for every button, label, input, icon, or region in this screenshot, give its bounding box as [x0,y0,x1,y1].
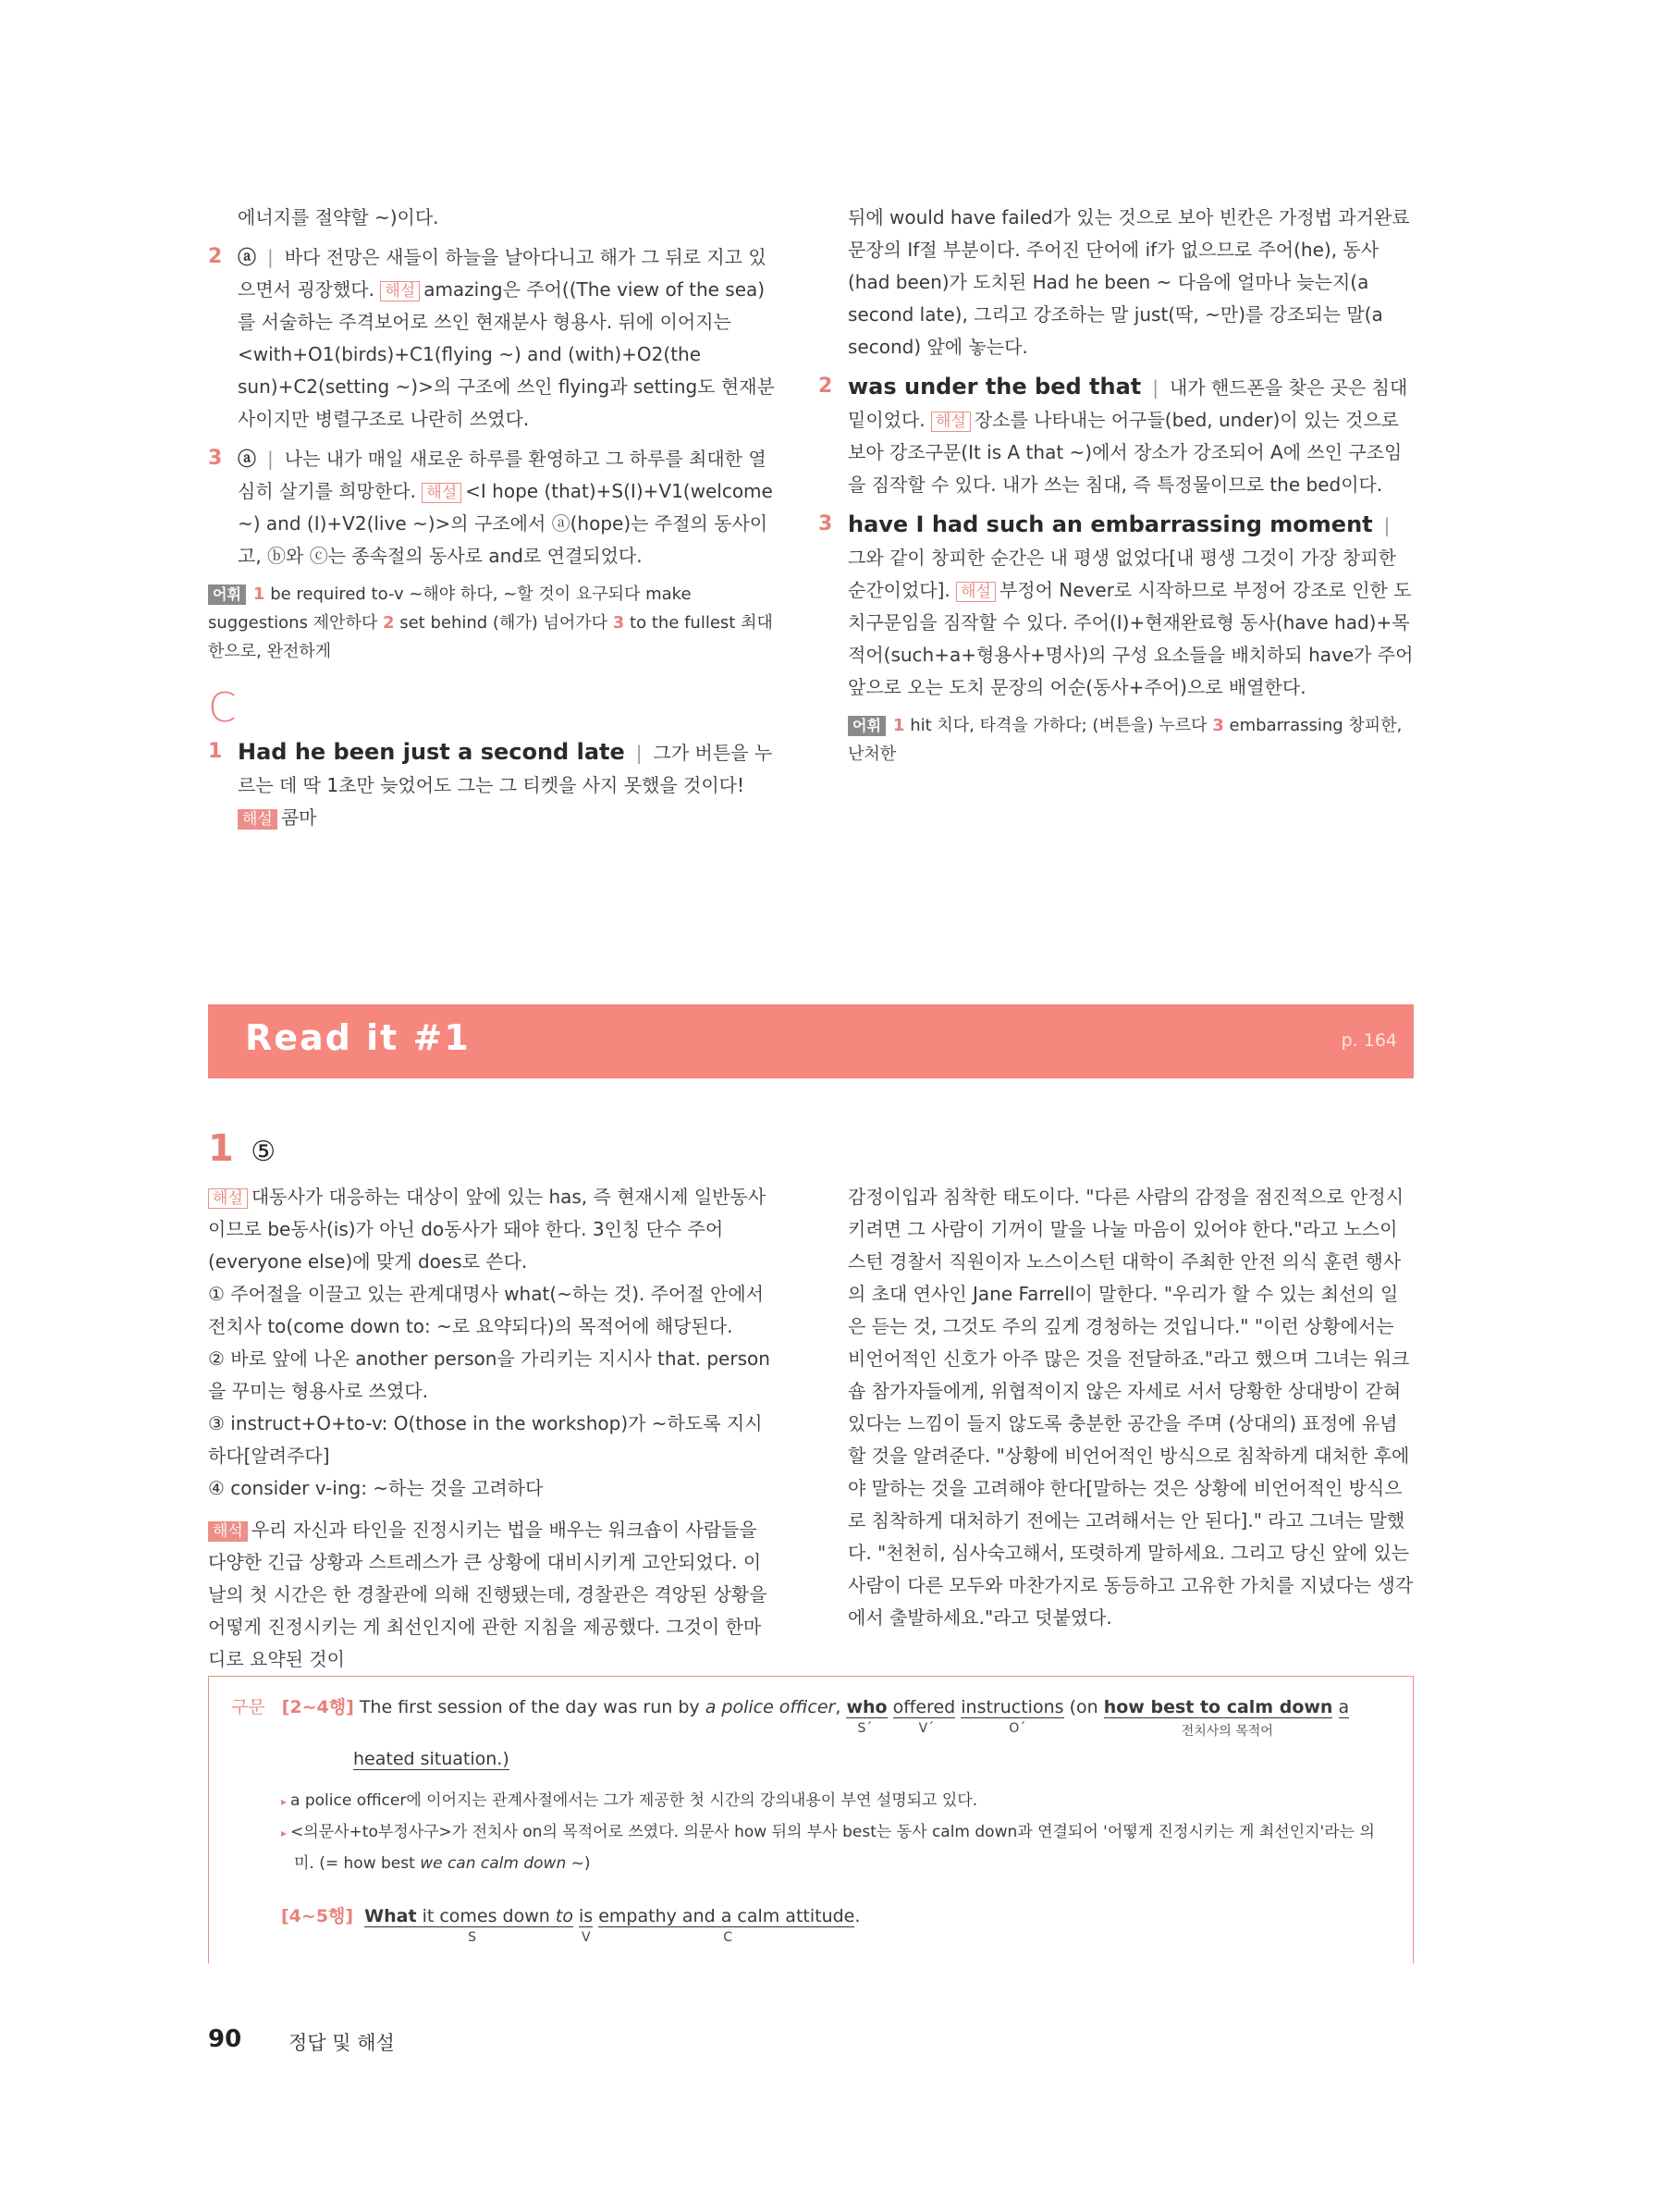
item-2-text: was under the bed that | 내가 핸드폰을 찾은 곳은 침대 밑이었다. 해설 장소를 나타내는 어구들(bed, under)이 있는 것으로 보아 강조구문(It is A that ~)에서 장소가 강조되어 A에 쓰인 구조임을 짐작할 수 있다. 내가 쓰는 침대, 즉 특정물이므로 the bed이다. [848,374,1408,496]
translation: 바다 전망은 새들이 하늘을 날아다니고 해가 그 뒤로 지고 있으면서 굉장했다. [238,246,766,301]
translation-continued: 감정이입과 침착한 태도이다. "다른 사람의 감정을 점진적으로 안정시키려면 그 사람이 기꺼이 말을 나눌 마음이 있어야 한다."라고 노스이스턴 경찰서 직원이자 노스이스턴 대학이 주최한 안전 의식 훈련 행사의 초대 연사인 Jane Farrell이 말한다. "우리가 할 수 있는 최선의 일은 듣는 것, 그것도 주의 깊게 경청하는 것입니다." "이런 상황에서는 비언어적인 신호가 아주 많은 것을 전달하죠."라고 했으며 그녀는 워크숍 참가자들에게, 위협적이지 않은 자세로 서서 당황한 상대방이 갇혀 있다는 느낌이 들지 않도록 충분한 공간을 주며 (상대의) 표정에 유념할 것을 알려준다. "상황에 비언어적인 방식으로 침착하게 대처한 후에야 말하는 것을 고려해야 한다[말하는 것은 상황에 비언어적인 방식으로 침착하게 대처하기 전에는 고려해서는 안 된다]." 라고 그녀는 말했다. "천천히, 심사숙고해서, 또렷하게 말하세요. 그리고 당신 앞에 있는 사람이 다른 모두와 마찬가지로 동등하고 고유한 가치를 지녔다는 생각에서 출발하세요."라고 덧붙였다. [848,1186,1414,1629]
explanation-tag: 해설 [238,809,277,830]
structure-tag: 구문 [231,1697,265,1717]
answer-text: Had he been just a second late [238,739,625,765]
item-3 [208,443,777,572]
sentence-part: The first session of the day was run by [359,1697,700,1717]
note-text: (= how best [319,1854,415,1873]
answer-mark: ⓐ [238,246,256,268]
explanation: 장소를 나타내는 어구들(bed, under)이 있는 것으로 보아 강조구문(It is A that ~)에서 장소가 강조되어 A에 쓰인 구조임을 짐작할 수 있다. 내가 쓰는 침대, 즉 특정물이므로 the bed이다. [848,409,1403,496]
note-1 [281,1786,1381,1817]
question-answer: ⑤ [251,1136,276,1168]
structure-notes [281,1786,1381,1879]
item-number: 3 [208,447,223,470]
note-text: a police officer에 이어지는 관계사절에서는 그가 제공한 첫 시간의 강의내용이 부연 설명되고 있다. [290,1791,978,1810]
explanation-tag: 해설 [380,281,420,301]
question-number: 1 [208,1127,234,1170]
subject-word: What [364,1906,417,1926]
structure-line-1 [231,1693,1350,1739]
vocab-num: 2 [382,613,395,633]
verb-label: V´ [918,1721,935,1736]
sentence-part: a police officer [705,1697,836,1717]
item-2 [208,241,777,436]
note-text: <의문사+to부정사구>가 전치사 on의 목적어로 쓰였다. 의문사 how 뒤의 부사 best는 동사 calm down과 연결되어 '어떻게 진정시키는 게 최선인지'라는 의미. [290,1823,1375,1873]
translation: 그와 같이 창피한 순간은 내 평생 없었다[내 평생 그것이 가장 창피한 순간이었다]. [848,547,1397,601]
item-c1 [208,736,777,834]
note-text: we can calm down [420,1854,567,1873]
option-1: ① 주어절을 이끌고 있는 관계대명사 what(~하는 것). 주어절 안에서 전치사 to(come down to: ~로 요약되다)의 목적어에 해당된다. [208,1283,765,1337]
explanation: 콤마 [280,806,317,829]
banner-title: Read it #1 [245,1017,471,1058]
translation: 내가 핸드폰을 찾은 곳은 침대 밑이었다. [848,376,1408,431]
sentence-part: a [1338,1697,1350,1717]
section-banner [208,1004,1414,1078]
item-2-text: ⓐ | 바다 전망은 새들이 하늘을 날아다니고 해가 그 뒤로 지고 있으면서 굉장했다. 해설 amazing은 주어((The view of the sea)를 서술하는 주격보어로 쓰인 현재분사 형용사. 뒤에 이어지는 <with+O1(birds)+C1(flying ~) and (with)+O2(the sun)+C2(setting ~)>의 구조에 쓰인 flying과 setting도 현재분사이지만 병렬구조로 나란히 쓰였다. [238,246,775,430]
line-ref: [2~4행] [281,1697,354,1717]
translation: 우리 자신과 타인을 진정시키는 법을 배우는 워크숍이 사람들을 다양한 긴급 상황과 스트레스가 큰 상황에 대비시키게 고안되었다. 이날의 첫 시간은 한 경찰관에 의해 진행됐는데, 경찰관은 격앙된 상황을 어떻게 진정시키는 게 최선인지에 관한 지침을 제공했다. 그것이 한마디로 요약된 것이 [208,1519,767,1670]
read-it-left-column [208,1181,777,1676]
note-text: ~) [570,1854,591,1873]
translation: 그가 버튼을 누르는 데 딱 1초만 늦었어도 그는 그 티켓을 사지 못했을 것이다! [238,742,773,796]
vocab-num: 1 [892,716,905,735]
item-number: 3 [818,512,833,535]
continuation-text: 뒤에 would have failed가 있는 것으로 보아 빈칸은 가정법 과거완료 문장의 If절 부분이다. 주어진 단어에 if가 없으므로 주어(he), 동사(had been)가 도치된 Had he been ~ 다음에 얼마나 늦는지(a second late), 그리고 강조하는 말 just(딱, ~만)를 강조되는 말(a second) 앞에 놓는다. [848,206,1410,358]
item-3-text: have I had such an embarrassing moment |그와 같이 창피한 순간은 내 평생 없었다[내 평생 그것이 가장 창피한 순간이었다]. 해설 부정어 Never로 시작하므로 부정어 강조로 인한 도치구문임을 짐작할 수 있다. 주어(I)+현재완료형 동사(have had)+목적어(such+a+형용사+명사)의 구성 요소들을 배치하되 have가 주어 앞으로 오는 도치 문장의 어순(동사+주어)으로 배열한다. [848,511,1414,698]
vocab-num: 3 [612,613,625,633]
verb-word: is [579,1906,594,1926]
vocab-block [208,580,777,666]
explanation: 대동사가 대응하는 대상이 앞에 있는 has, 즉 현재시제 일반동사이므로 be동사(is)가 아닌 do동사가 돼야 한다. 3인칭 단수 주어(everyone else)에 맞게 does로 쓴다. [208,1186,766,1273]
item-c1-text: Had he been just a second late | 그가 버튼을 누르는 데 딱 1초만 늦었어도 그는 그 티켓을 사지 못했을 것이다! 해설 콤마 [238,739,773,829]
item-3-text: ⓐ | 나는 내가 매일 새로운 하루를 환영하고 그 하루를 최대한 열심히 살기를 희망한다. 해설 <I hope (that)+S(I)+V1(welcome ~) and (I)+V2(live ~)>의 구조에서 ⓐ(hope)는 주절의 동사이고, ⓑ와 ⓒ는 종속절의 동사로 and로 연결되었다. [238,448,773,567]
left-top-column [208,202,777,834]
subject-label: S´ [857,1721,873,1736]
option-3: ③ instruct+O+to-v: O(those in the workshop)가 ~하도록 지시하다[알려주다] [208,1412,763,1467]
sentence-part: heated situation.) [353,1749,509,1769]
object-word: instructions [961,1697,1064,1717]
translation-block [208,1514,777,1676]
explanation: <I hope (that)+S(I)+V1(welcome ~) and (I)+V2(live ~)>의 구조에서 ⓐ(hope)는 주절의 동사이고, ⓑ와 ⓒ는 종속절의 동사로 and로 연결되었다. [238,480,773,567]
explanation: 부정어 Never로 시작하므로 부정어 강조로 인한 도치구문임을 짐작할 수 있다. 주어(I)+현재완료형 동사(have had)+목적어(such+a+형용사+명사)의 구성 요소들을 배치하되 have가 주어 앞으로 오는 도치 문장의 어순(동사+주어)으로 배열한다. [848,579,1414,698]
footer-label: 정답 및 해설 [288,2032,395,2054]
vocab-entry: set behind (해가) 넘어가다 [399,613,608,633]
option-4: ④ consider v-ing: ~하는 것을 고려하다 [208,1477,544,1499]
explanation-intro [208,1181,777,1278]
structure-line-2 [281,1902,861,1945]
explanation-tag: 해설 [931,412,971,432]
continuation-text: 에너지를 절약할 ~)이다. [238,206,439,228]
complement-word: empathy and a calm attitude [598,1906,855,1926]
explanation: amazing은 주어((The view of the sea)를 서술하는 주격보어로 쓰인 현재분사 형용사. 뒤에 이어지는 <with+O1(birds)+C1(flying ~) and (with)+O2(the sun)+C2(setting ~)>의 구조에 쓰인 flying과 setting도 현재분사이지만 병렬구조로 나란히 쓰였다. [238,278,775,430]
answer-text: have I had such an embarrassing moment [848,511,1373,537]
option-2: ② 바로 앞에 나온 another person을 가리키는 지시사 that. person을 꾸미는 형용사로 쓰였다. [208,1347,770,1402]
subject-word: to [555,1906,573,1926]
translation: 나는 내가 매일 새로운 하루를 환영하고 그 하루를 최대한 열심히 살기를 희망한다. [238,448,766,502]
sentence-part: . [854,1906,861,1926]
sentence-part: (on [1069,1697,1098,1717]
item-3 [818,509,1414,704]
vocab-tag: 어휘 [208,584,246,605]
vocab-entry: be required to-v ~해야 하다, ~할 것이 요구되다 make suggestions 제안하다 [208,584,692,633]
vocab-num: 1 [252,584,265,604]
line-ref: [4~5행] [281,1906,354,1926]
item-2 [818,371,1414,501]
sentence-part: , [835,1697,841,1717]
section-c-heading: C [208,684,237,732]
page-number: 90 [208,2025,242,2053]
answer-text: was under the bed that [848,374,1142,400]
answer-mark: ⓐ [238,448,256,470]
vocab-num: 3 [1212,716,1224,735]
triangle-icon: ▸ [281,1795,288,1808]
triangle-icon: ▸ [281,1827,288,1839]
structure-box [208,1676,1414,1963]
object-label: O´ [1009,1721,1026,1736]
note-2 [281,1817,1381,1879]
item-number: 2 [208,245,223,268]
prep-object-word: how best to calm down [1103,1697,1333,1717]
prep-object-label: 전치사의 목적어 [1181,1724,1273,1739]
question-heading [208,1126,276,1176]
structure-line-1-cont [353,1749,509,1769]
item-number: 2 [818,375,833,398]
verb-word: offered [892,1697,956,1717]
explanation-tag: 해설 [422,483,461,503]
vocab-entry: embarrassing 창피한, 난처한 [848,716,1403,764]
item-number: 1 [208,740,223,763]
complement-label: C [723,1930,733,1945]
subject-label: S [468,1930,477,1945]
vocab-entry: to the fullest 최대한으로, 완전하게 [208,613,773,661]
subject-word: who [846,1697,888,1717]
verb-label: V [582,1930,591,1945]
subject-word: it comes down [422,1906,550,1926]
vocab-entry: hit 치다, 타격을 가하다; (버튼을) 누르다 [910,716,1208,735]
vocab-block [848,711,1414,769]
page-reference: p. 164 [1341,1030,1397,1051]
read-it-right-column [848,1181,1414,1634]
right-top-column [818,202,1414,769]
vocab-tag: 어휘 [848,716,886,736]
explanation-tag: 해설 [208,1188,248,1209]
explanation-tag: 해설 [956,582,996,602]
translation-tag: 해석 [208,1521,248,1542]
